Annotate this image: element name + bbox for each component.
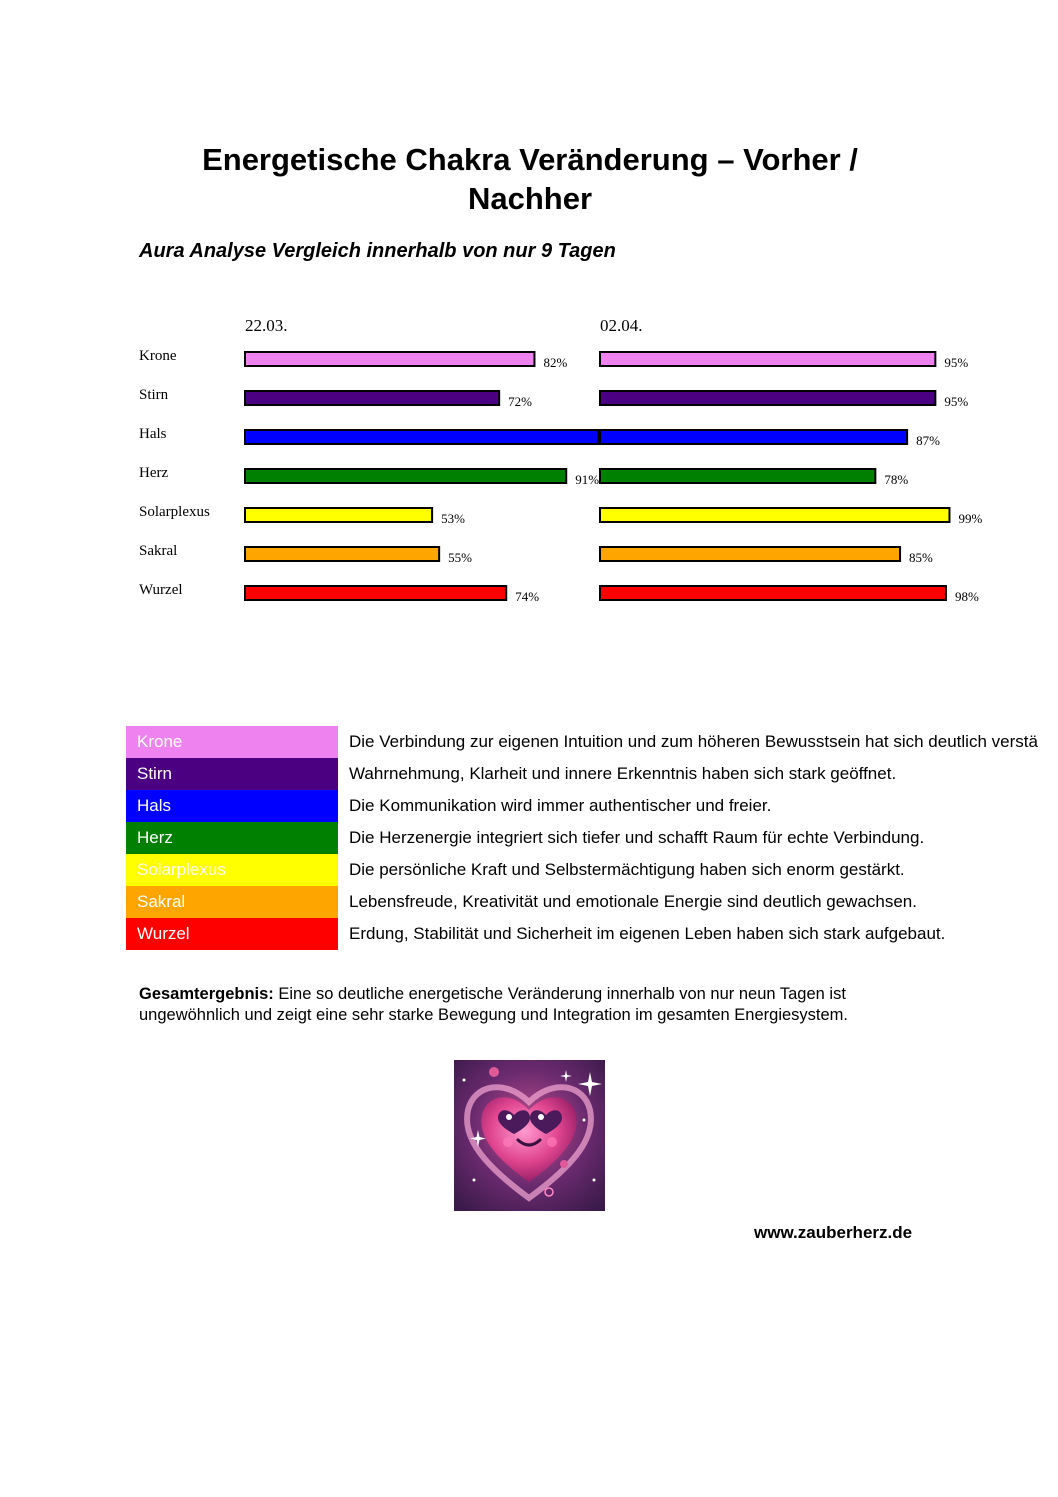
bar-before <box>245 391 499 405</box>
bar-after <box>600 391 935 405</box>
legend-chakra-name: Solarplexus <box>126 854 338 886</box>
summary-text: Eine so deutliche energetische Veränderung innerhalb von nur neun Tagen ist ungewöhnlich und zeigt eine sehr starke Bewegung und Integration im gesamten Energiesystem. <box>139 985 849 1024</box>
data-label: 82% <box>543 355 568 370</box>
category-label: Solarplexus <box>139 504 210 520</box>
bar-before <box>245 586 506 600</box>
legend-description: Die persönliche Kraft und Selbstermächtigung haben sich enorm gestärkt. <box>349 860 905 879</box>
data-label: 95% <box>944 355 969 370</box>
data-label: 99% <box>958 511 983 526</box>
data-label: 72% <box>508 394 533 409</box>
bar-before <box>245 352 534 366</box>
legend-row <box>126 790 1058 822</box>
legend-chakra-name: Sakral <box>126 886 338 918</box>
bar-before <box>245 469 566 483</box>
legend-chakra-name: Herz <box>126 822 338 854</box>
legend-chakra-name: Stirn <box>126 758 338 790</box>
bar-before <box>245 547 439 561</box>
legend-description: Lebensfreude, Kreativität und emotionale Energie sind deutlich gewachsen. <box>349 892 917 911</box>
legend-description: Die Herzenergie integriert sich tiefer und schafft Raum für echte Verbindung. <box>349 828 925 847</box>
data-label: 53% <box>441 511 465 526</box>
data-label: 91% <box>575 472 600 487</box>
data-label: 85% <box>909 550 933 565</box>
summary-label: Gesamtergebnis: <box>139 985 274 1003</box>
legend-description: Die Kommunikation wird immer authentischer und freier. <box>349 796 772 815</box>
category-label: Krone <box>139 348 177 364</box>
legend-row <box>126 822 1058 854</box>
bar-after <box>600 469 875 483</box>
summary <box>139 984 939 1026</box>
legend-description: Die Verbindung zur eigenen Intuition und zum höheren Bewusstsein hat sich deutlich verstä <box>349 732 1038 751</box>
legend-chakra-name: Wurzel <box>126 918 338 950</box>
chakra-bar-chart <box>0 300 1058 620</box>
page-title: Energetische Chakra Veränderung – Vorher / Nachher <box>202 142 858 216</box>
legend-description: Wahrnehmung, Klarheit und innere Erkenntnis haben sich stark geöffnet. <box>349 764 897 783</box>
legend-row <box>126 758 1058 790</box>
category-label: Wurzel <box>139 582 183 598</box>
bar-after <box>600 352 935 366</box>
legend-row <box>126 726 1058 758</box>
category-label: Hals <box>139 426 167 442</box>
legend-row <box>126 918 1058 950</box>
bar-before <box>245 508 432 522</box>
data-label: 74% <box>515 589 540 604</box>
data-label: 95% <box>944 394 969 409</box>
legend-row <box>126 886 1058 918</box>
legend-row <box>126 854 1058 886</box>
legend-chakra-name: Krone <box>126 726 338 758</box>
data-label: 87% <box>916 433 940 448</box>
bar-before <box>245 430 598 444</box>
series-date-label: 02.04. <box>600 316 643 335</box>
data-label: 78% <box>884 472 909 487</box>
bar-after <box>600 430 907 444</box>
legend-chakra-name: Hals <box>126 790 338 822</box>
category-label: Herz <box>139 465 169 481</box>
website-link[interactable]: www.zauberherz.de <box>754 1223 913 1242</box>
heart-logo-image <box>454 1060 605 1211</box>
category-label: Stirn <box>139 387 169 403</box>
chakra-legend-table <box>126 726 1058 950</box>
legend-description: Erdung, Stabilität und Sicherheit im eigenen Leben haben sich stark aufgebaut. <box>349 924 946 943</box>
series-date-label: 22.03. <box>245 316 288 335</box>
data-label: 55% <box>448 550 472 565</box>
page-subtitle: Aura Analyse Vergleich innerhalb von nur 9 Tagen <box>139 240 616 262</box>
bar-after <box>600 586 946 600</box>
category-label: Sakral <box>139 543 178 559</box>
data-label: 98% <box>954 589 979 604</box>
bar-after <box>600 508 949 522</box>
bar-after <box>600 547 900 561</box>
